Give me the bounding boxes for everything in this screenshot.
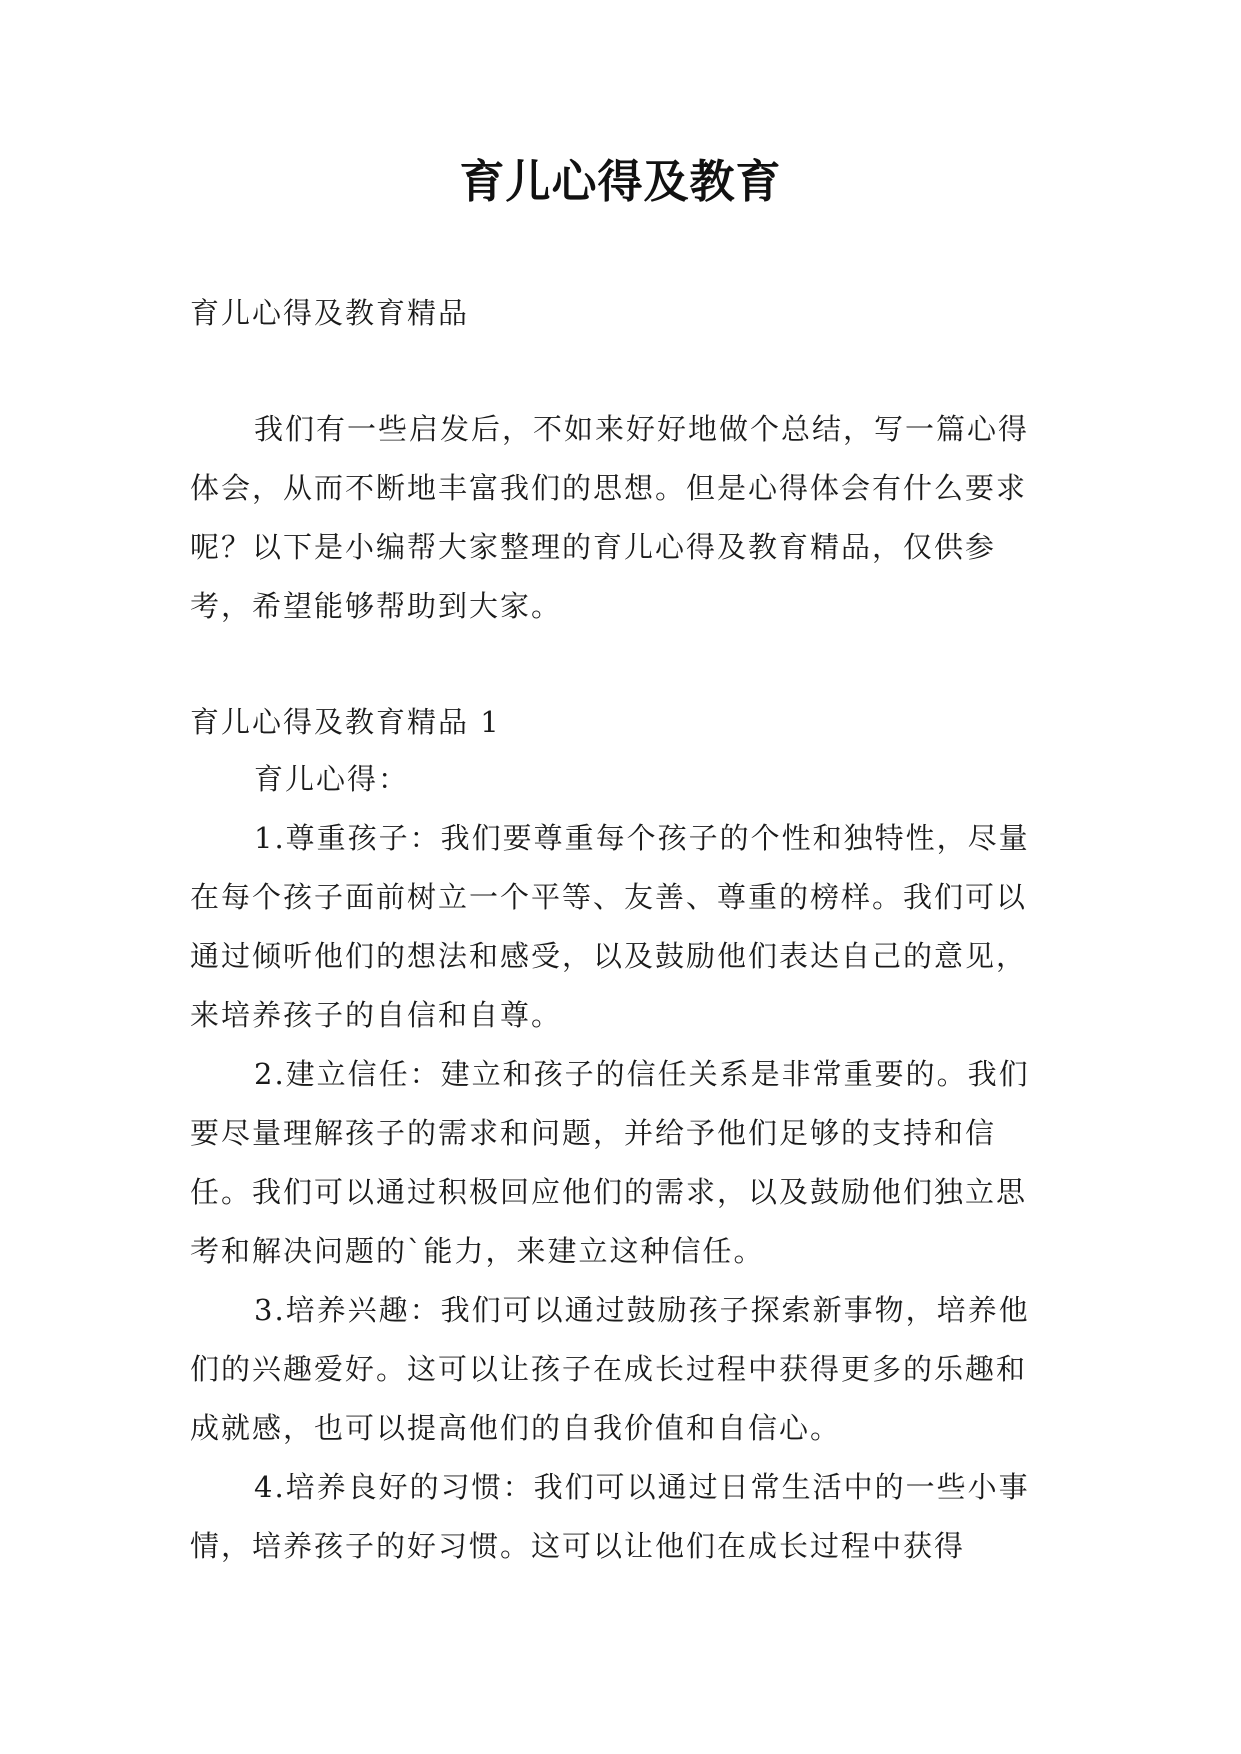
intro-section — [190, 400, 1056, 636]
document-subtitle: 育儿心得及教育精品 — [190, 296, 470, 330]
paragraph-item-4: 4.培养良好的习惯：我们可以通过日常生活中的一些小事情，培养孩子的好习惯。这可以让他们在成长过程中获得 — [190, 1470, 1030, 1563]
page-title: 育儿心得及教育 — [459, 155, 782, 208]
paragraph-item-3: 3.培养兴趣：我们可以通过鼓励孩子探索新事物，培养他们的兴趣爱好。这可以让孩子在成长过程中获得更多的乐趣和成就感，也可以提高他们的自我价值和自信心。 — [190, 1293, 1030, 1445]
paragraph-label: 育儿心得： — [254, 762, 410, 796]
paragraph-item-1: 1.尊重孩子：我们要尊重每个孩子的个性和独特性，尽量在每个孩子面前树立一个平等、友善、尊重的榜样。我们可以通过倾听他们的想法和感受，以及鼓励他们表达自己的意见，来培养孩子的自信和自尊。 — [190, 821, 1030, 1032]
intro-paragraph: 我们有一些启发后，不如来好好地做个总结，写一篇心得体会，从而不断地丰富我们的思想。但是心得体会有什么要求呢？以下是小编帮大家整理的育儿心得及教育精品，仅供参考，希望能够帮助到大家。 — [190, 412, 1030, 623]
section-content — [190, 750, 1056, 1576]
section-heading: 育儿心得及教育精品 1 — [190, 705, 501, 739]
paragraph-item-2: 2.建立信任：建立和孩子的信任关系是非常重要的。我们要尽量理解孩子的需求和问题，并给予他们足够的支持和信任。我们可以通过积极回应他们的需求，以及鼓励他们独立思考和解决问题的`能力，来建立这种信任。 — [190, 1057, 1030, 1268]
